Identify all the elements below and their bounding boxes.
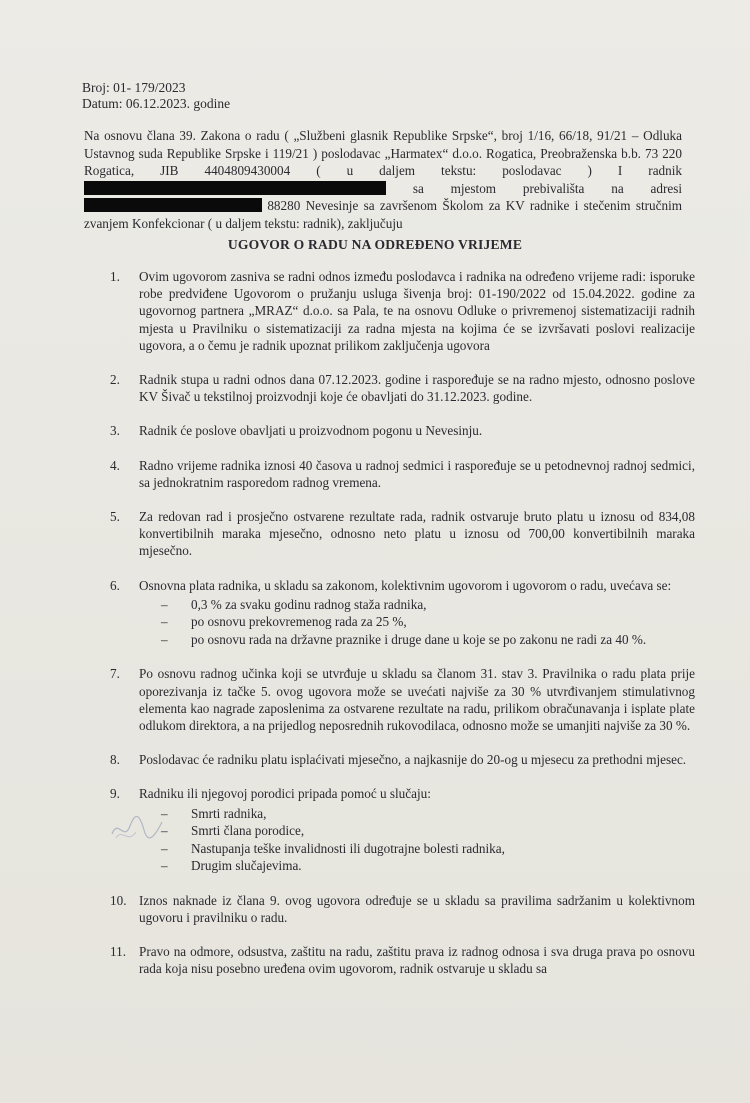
clause-text: Radnik će poslove obavljati u proizvodnom pogonu u Nevesinju.	[139, 423, 483, 439]
document-date: Datum: 06.12.2023. godine	[82, 96, 231, 111]
clause-text: Radniku ili njegovoj porodici pripada pomoć u slučaju:	[139, 786, 431, 802]
pen-mark-icon	[108, 808, 168, 848]
sublist-item: – Smrti člana porodice,	[161, 822, 695, 840]
intro-paragraph	[84, 127, 682, 233]
redacted-address	[84, 198, 262, 212]
clause-text: Radno vrijeme radnika iznosi 40 časova u radnoj sedmici i raspoređuje se u petodnevnoj radnoj sedmici, sa jednokratnim rasporedom radnog vremena.	[139, 457, 695, 490]
clause-text: Pravo na odmore, odsustva, zaštitu na radu, zaštitu prava iz radnog odnosa i sva druga prava po osnovu rada koja nisu posebno uređena ovim ugovorom, radnik ostvaruje u skladu sa	[139, 943, 695, 977]
sublist-item: – po osnovu prekovremenog rada za 25 %,	[161, 613, 695, 631]
clause-text: Po osnovu radnog učinka koji se utvrđuje u skladu sa članom 31. stav 3. Pravilnika o radu plata prije oporezivanja iz tačke 5. ovog ugovora može se uvećati najviše za 30 % utvrđivanjem stimulativnog elementa kao nagrade zaposlenima za ostvarene rezultate na radu, prilikom obračunavanja i isplate plate odlukom direktora, a na prijedlog neposrednih rukovodilaca, odnosno može se umanjiti najviše za 30 %.	[139, 666, 695, 733]
sublist-item: – Drugim slučajevima.	[161, 857, 695, 875]
clause-2	[110, 371, 695, 405]
clause-text: Osnovna plata radnika, u skladu sa zakonom, kolektivnim ugovorom i ugovorom o radu, uvećava se:	[139, 577, 672, 593]
clause-8	[110, 751, 695, 768]
clause-text: Za redovan rad i prosječno ostvarene rezultate rada, radnik ostvaruje bruto platu u iznosu od 834,08 konvertibilnih maraka mjesečno, odnosno neto platu u iznosu od 700,00 konvertibilnih maraka mjesečno.	[139, 509, 695, 559]
clause-number: 8.	[110, 752, 120, 768]
clause-sublist	[161, 596, 695, 649]
clause-11	[110, 943, 695, 977]
clause-number: 2.	[110, 372, 120, 388]
contract-clauses	[110, 268, 695, 994]
sublist-item: – po osnovu rada na državne praznike i druge dane u koje se po zakonu ne radi za 40 %.	[161, 631, 695, 649]
clause-text: Radnik stupa u radni odnos dana 07.12.2023. godine i raspoređuje se na radno mjesto, odnosno poslove KV Šivač u tekstilnoj proizvodnji koje će obavljati do 31.12.2023. godine.	[139, 372, 695, 405]
clause-number: 3.	[110, 423, 120, 439]
clause-number: 5.	[110, 509, 120, 525]
redacted-name	[84, 181, 386, 195]
clause-sublist	[161, 805, 695, 875]
clause-6	[110, 577, 695, 649]
sublist-item: – Nastupanja teške invalidnosti ili dugotrajne bolesti radnika,	[161, 840, 695, 858]
clause-number: 1.	[110, 269, 120, 284]
clause-text: Ovim ugovorom zasniva se radni odnos između poslodavca i radnika na određeno vrijeme radi: isporuke robe predviđene Ugovorom o pružanju usluga šivenja broj: 01-190/2022 od 15.04.2022. godine za ugovornog partnera „MRAZ“ d.o.o. sa Pala, te na osnovu Odluke o privremenoj sistematizaciji radnih mjesta u Pravilniku o sistematizaciji za radna mjesta na kojima će se izvršavati poslovi realizacije ugovora, a o čemu je radnik upoznat prilikom zaključenja ugovora	[139, 269, 695, 353]
clause-9	[110, 785, 695, 874]
clause-4	[110, 457, 695, 491]
clause-text: Iznos naknade iz člana 9. ovog ugovora određuje se u skladu sa pravilima sadržanim u kolektivnom ugovoru i pravilniku o radu.	[139, 892, 695, 925]
document-title: UGOVOR O RADU NA ODREĐENO VRIJEME	[227, 237, 523, 252]
intro-text-2: sa mjestom prebivališta na adresi	[412, 180, 682, 196]
clause-7	[110, 665, 695, 734]
clause-1	[110, 268, 695, 354]
clause-number: 7.	[110, 666, 120, 682]
clause-3	[110, 422, 695, 439]
clause-number: 11.	[110, 943, 126, 959]
clause-5	[110, 508, 695, 560]
clause-number: 4.	[110, 457, 120, 473]
document-header	[82, 80, 230, 112]
clause-10	[110, 892, 695, 926]
clause-number: 9.	[110, 786, 120, 802]
clause-number: 6.	[110, 577, 120, 593]
clause-text: Poslodavac će radniku platu isplaćivati mjesečno, a najkasnije do 20-og u mjesecu za prethodni mjesec.	[139, 752, 687, 768]
document-number: Broj: 01- 179/2023	[82, 80, 186, 95]
clause-number: 10.	[110, 892, 127, 908]
intro-text-3: 88280 Nevesinje sa završenom Školom za KV radnike i stečenim stručnim zvanjem Konfekcionar ( u daljem tekstu: radnik), zaključuju	[84, 198, 682, 231]
sublist-item: – 0,3 % za svaku godinu radnog staža radnika,	[161, 596, 695, 614]
intro-text-1: Na osnovu člana 39. Zakona o radu ( „Službeni glasnik Republike Srpske“, broj 1/16, 66/18, 91/21 – Odluka Ustavnog suda Republike Srpske i 119/21 ) poslodavac „Harmatex“ d.o.o. Rogatica, Preobraženska b.b. 73 220 Rogatica, JIB 4404809430004 ( u daljem tekstu: poslodavac ) I radnik	[84, 128, 682, 179]
sublist-item: – Smrti radnika,	[161, 805, 695, 823]
